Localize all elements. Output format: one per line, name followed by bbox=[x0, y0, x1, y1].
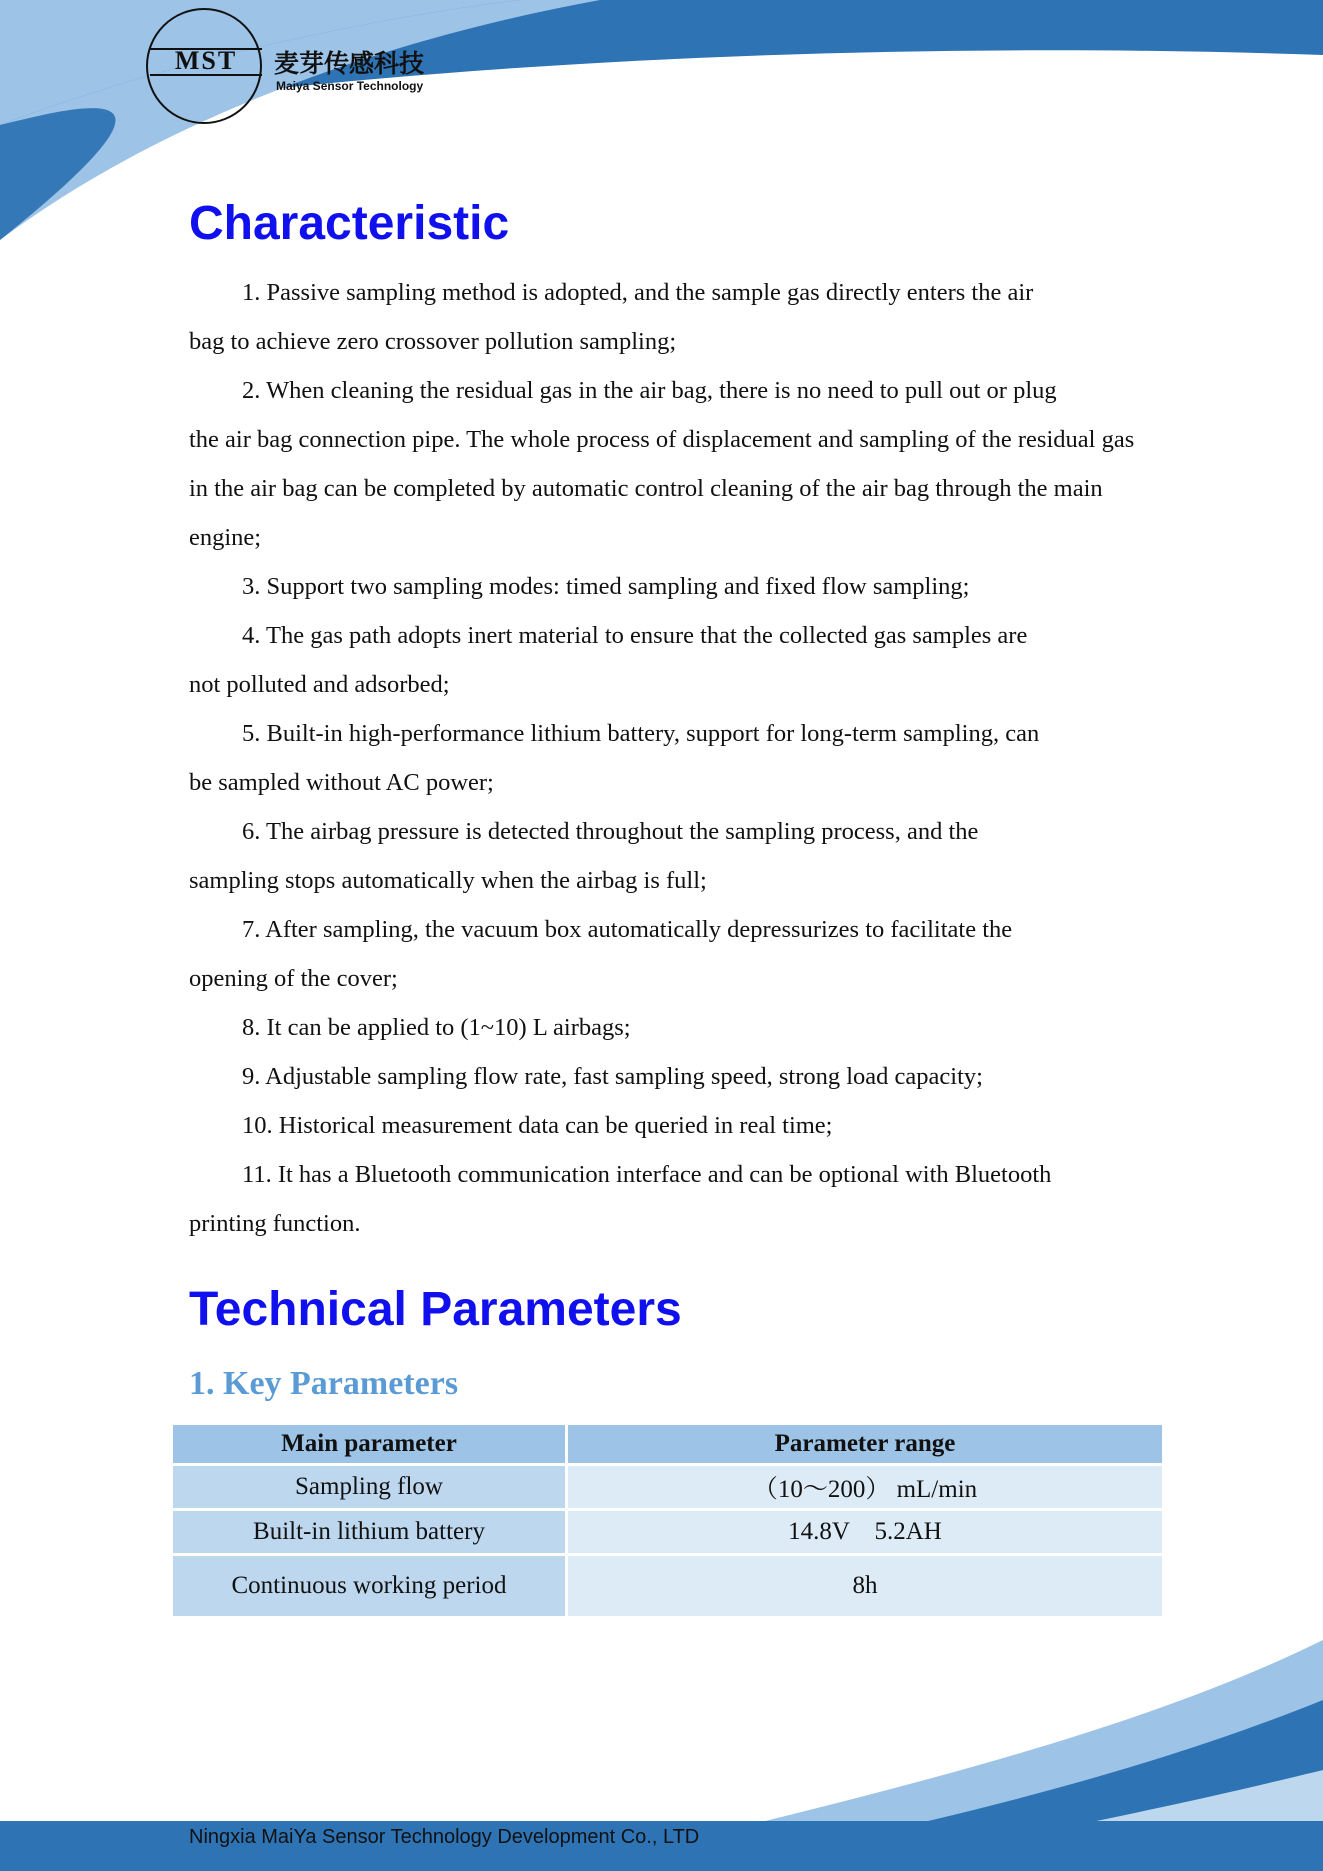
table-cell: 14.8V 5.2AH bbox=[567, 1510, 1164, 1555]
list-item: 4. The gas path adopts inert material to ensure that the collected gas samples are not polluted and adsorbed; bbox=[189, 622, 1028, 698]
company-name-cn: 麦芽传感科技 bbox=[274, 49, 425, 78]
list-item: 7. After sampling, the vacuum box automatically depressurizes to facilitate the opening of the cover; bbox=[189, 916, 1013, 992]
column-header: Main parameter bbox=[172, 1424, 567, 1465]
list-item: 2. When cleaning the residual gas in the air bag, there is no need to pull out or plug the air bag connection pipe. The whole process of displacement and sampling of the residual gas in the air bag can be completed by automatic control cleaning of the air bag through the main engine; bbox=[189, 377, 1135, 551]
table-cell: （10～200） mL/min bbox=[567, 1465, 1164, 1510]
technical-parameters-heading: Technical Parameters bbox=[189, 1283, 682, 1336]
table-row bbox=[172, 1510, 1164, 1555]
key-parameters-subheading: 1. Key Parameters bbox=[189, 1365, 459, 1402]
company-name-en: Maiya Sensor Technology bbox=[276, 79, 424, 93]
characteristic-heading: Characteristic bbox=[189, 197, 510, 250]
list-item: 8. It can be applied to (1~10) L airbags; bbox=[242, 1014, 631, 1041]
table-cell: Continuous working period bbox=[172, 1555, 567, 1618]
table-header-row bbox=[172, 1424, 1164, 1465]
table-cell: 8h bbox=[567, 1555, 1164, 1618]
list-item: 10. Historical measurement data can be queried in real time; bbox=[242, 1112, 833, 1139]
list-item: 9. Adjustable sampling flow rate, fast sampling speed, strong load capacity; bbox=[242, 1063, 983, 1090]
list-item: 11. It has a Bluetooth communication interface and can be optional with Bluetooth printing function. bbox=[189, 1161, 1052, 1237]
table-cell: Sampling flow bbox=[172, 1465, 567, 1510]
footer-company-name: Ningxia MaiYa Sensor Technology Development Co., LTD bbox=[189, 1826, 700, 1848]
list-item: 5. Built-in high-performance lithium battery, support for long-term sampling, can be sampled without AC power; bbox=[189, 720, 1040, 796]
list-item: 1. Passive sampling method is adopted, and the sample gas directly enters the air bag to achieve zero crossover pollution sampling; bbox=[189, 279, 1034, 355]
column-header: Parameter range bbox=[567, 1424, 1164, 1465]
table-cell: Built-in lithium battery bbox=[172, 1510, 567, 1555]
list-item: 3. Support two sampling modes: timed sampling and fixed flow sampling; bbox=[242, 573, 970, 600]
table-row bbox=[172, 1465, 1164, 1510]
table-row bbox=[172, 1555, 1164, 1618]
parameters-table bbox=[170, 1422, 1165, 1619]
logo-abbr: MST bbox=[150, 48, 262, 76]
characteristic-list bbox=[189, 268, 1139, 1248]
list-item: 6. The airbag pressure is detected throughout the sampling process, and the sampling stops automatically when the airbag is full; bbox=[189, 818, 979, 894]
